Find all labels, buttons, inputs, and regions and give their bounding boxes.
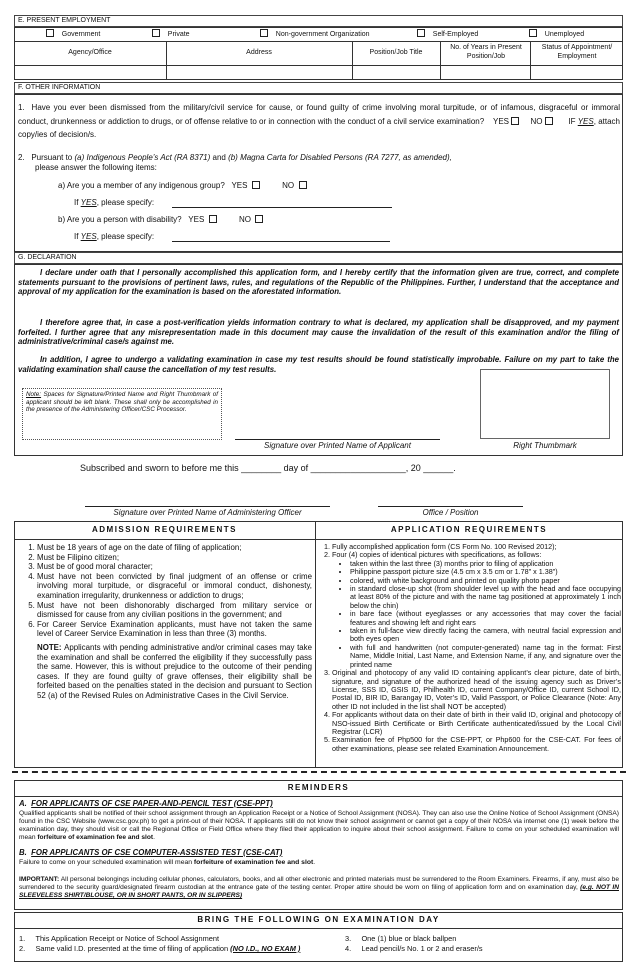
application-item: 4. For applicants without data on their date of birth in their valid ID, original and photocopy of NSO-issued Birth Certificate or Birth Certificate authenticated/issued by the Local Civil Registrar (LCR)	[332, 711, 621, 736]
admission-item: 3. Must be of good moral character;	[37, 562, 312, 572]
picture-spec: • in bare face (without eyeglasses or any accessories that may cover the facial features and showing left and right ears	[350, 610, 621, 627]
admission-item: 5. Must have not been dishonorably discharged from military service or dismissed for cause from any civilian positions in the government; and	[37, 601, 312, 620]
question-2-line2: please answer the following items:	[35, 163, 157, 172]
q2a-no-checkbox[interactable]	[299, 181, 307, 189]
admission-item: 4. Must have not been convicted by final judgment of an offense or crime involving moral turpitude, or disgraceful or immoral conduct, dishonesty, examination irregularity, drunkenness or addiction to drugs;	[37, 572, 312, 601]
sworn-statement: Subscribed and sworn to before me this ________ day of ___________________, 20 ______.	[80, 463, 456, 473]
q2a-yes-checkbox[interactable]	[252, 181, 260, 189]
picture-spec: • Philippine passport picture size (4.5 cm x 3.5 cm or 1.78" x 1.38")	[350, 568, 621, 576]
option-government[interactable]: Government	[46, 29, 100, 38]
application-title: APPLICATION REQUIREMENTS	[390, 525, 548, 534]
q1-no-checkbox[interactable]	[545, 117, 553, 125]
thumbmark-label: Right Thumbmark	[513, 441, 577, 450]
q2a-specify: If YES, please specify:	[74, 198, 155, 207]
admission-item: 2. Must be Filipino citizen;	[37, 553, 312, 563]
question-2: 2. Pursuant to (a) Indigenous People’s Act (RA 8371) and (b) Magna Carta for Disabled Persons (RA 7277, as amended),	[18, 153, 452, 162]
col-position: Position/Job Title	[369, 49, 423, 56]
question-1: 1. Have you ever been dismissed from the military/civil service for cause, or found guilty of crime involving moral turpitude, or of infamous, disgraceful or immoral conduct, drunkenness or addiction to drugs, or of offense relative to or in connection with the conduct of a civil service examination? YES NO IF YES, attach copy/ies of decision/s.	[18, 103, 620, 139]
picture-spec: • taken in full-face view directly facing the camera, with neutral facial expression and both eyes open	[350, 627, 621, 644]
option-unemployed[interactable]: Unemployed	[529, 29, 584, 38]
application-item: 2. Four (4) copies of identical pictures with specifications, as follows: • taken within the last three (3) months prior to filing of application • Philippine passport picture size (4.5 cm x 3.5 cm or 1.78" x 1.38") • colored, with white background and printed on quality photo paper • in standard close-up shot (from shoulder level up with the head and face occupying at least 80% of the picture and with the name tag positioned at approximately 1 inch below the chin) • in bare face (without eyeglasses or any accessories that may cover the facial features and showing left and right ears • taken in full-face view directly facing the camera, with neutral facial expression and both eyes open • with full and handwritten (not computer-generated) name tag in the format: First Name, Middle Initial, Last Name, and Extension Name, if any, and signature over the printed name	[332, 551, 621, 669]
application-item: 3. Original and photocopy of any valid ID containing applicant’s clear picture, date of birth, signature, and signature of the authorized head of the issuing agency such as Driver’s License, SSS ID, GSIS ID, Philhealth ID, current Company/Office ID, current School ID, Postal ID, BIR ID, Barangay ID, Voter’s ID, Valid Passport, or Police Clearance (Note: Any other ID not included in the list shall NOT be accepted)	[332, 669, 621, 711]
employment-type-row	[14, 27, 623, 42]
reminder-a-heading: A. FOR APPLICANTS OF CSE PAPER-AND-PENCIL TEST (CSE-PPT)	[19, 799, 273, 808]
col-address: Address	[246, 49, 272, 56]
q2b-yes-checkbox[interactable]	[209, 215, 217, 223]
reminders-title: REMINDERS	[287, 783, 350, 792]
admission-item: 6. For Career Service Examination applicants, must have not taken the same level of Career Service Examination in less than three (3) months.	[37, 620, 312, 639]
admission-note: NOTE: Applicants with pending administrative and/or criminal cases may take the examination and shall be conferred the eligibility if they successfully pass the same. However, this is without prejudice to the outcome of their pending cases. If they are found guilty of grave offenses, their eligibility shall be forfeited based on the penalties stated in the decision and pursuant to Section 52 (a) of the Revised Rules on Administrative Cases in the Civil Service.	[37, 642, 312, 700]
office-position-label: Office / Position	[422, 508, 479, 517]
q1-yes-checkbox[interactable]	[511, 117, 519, 125]
bring-item: 4. Lead pencil/s No. 1 or 2 and eraser/s	[345, 944, 483, 953]
bring-item: 3. One (1) blue or black ballpen	[345, 934, 457, 943]
applicant-signature-line[interactable]	[235, 439, 440, 440]
q2b-specify-field[interactable]	[172, 241, 390, 242]
question-2a: a) Are you a member of any indigenous group? YES NO	[58, 181, 307, 190]
col-status: Status of Appointment/ Employment	[541, 44, 613, 60]
option-private[interactable]: Private	[152, 29, 190, 38]
reminder-a-text: Qualified applicants shall be notified of their school assignment through an Application Receipt or a Notice of School Assignment (NOSA). They can also use the Online Notice of School Assignment (ONSA) found in the CSC Website (www.csc.gov.ph) to get a print-out of their NOSA. If applicants still do not know their school assignment or cannot get a copy of their NOSA via internet one (1) week before the examination day, they should visit or call the Regional Office or Field Office where they filed their application to inquire about their school assignment. Failure to come on your scheduled examination will mean forfeiture of examination fee and slot.	[19, 810, 619, 841]
applicant-signature-label: Signature over Printed Name of Applicant	[264, 441, 411, 450]
bring-list-right	[345, 934, 483, 954]
col-divider	[166, 65, 167, 80]
application-item: 1. Fully accomplished application form (CS Form No. 100 Revised 2012);	[332, 543, 621, 551]
col-divider	[440, 65, 441, 80]
picture-spec: • colored, with white background and printed on quality photo paper	[350, 577, 621, 585]
officer-signature-line[interactable]	[85, 506, 330, 507]
col-years: No. of Years in Present Position/Job	[450, 44, 522, 60]
checkbox-icon[interactable]	[152, 29, 160, 37]
bring-list-left	[19, 934, 300, 954]
bring-title: BRING THE FOLLOWING ON EXAMINATION DAY	[197, 915, 440, 924]
checkbox-icon[interactable]	[417, 29, 425, 37]
admission-list	[18, 543, 312, 701]
section-g-header: G. DECLARATION	[14, 252, 623, 264]
declaration-p3: In addition, I agree to undergo a validating examination in case my test results should be found statistically improbable. Failure on my part to take the validating examination shall cause the cancellation of my test results.	[18, 355, 619, 374]
checkbox-icon[interactable]	[260, 29, 268, 37]
section-e-header: E. PRESENT EMPLOYMENT	[14, 15, 623, 27]
q2b-specify: If YES, please specify:	[74, 232, 155, 241]
cut-line	[12, 771, 626, 773]
option-ngo[interactable]: Non-government Organization	[260, 29, 370, 38]
checkbox-icon[interactable]	[46, 29, 54, 37]
admission-title: ADMISSION REQUIREMENTS	[91, 525, 237, 534]
application-item: 5. Examination fee of Php500 for the CSE-PPT, or Php600 for the CSE-CAT. For fees of other examinations, please see related Examination Announcement.	[332, 736, 621, 753]
requirements-divider	[315, 521, 316, 768]
employment-columns-row	[14, 41, 623, 66]
thumbmark-box[interactable]	[480, 369, 610, 439]
q2a-specify-field[interactable]	[172, 207, 392, 208]
signature-note: Note: Spaces for Signature/Printed Name and Right Thumbmark of applicant should be left blank. These shall only be accomplished in the presence of the Administering Officer/CSC Processor.	[22, 388, 222, 440]
office-position-line[interactable]	[378, 506, 523, 507]
checkbox-icon[interactable]	[529, 29, 537, 37]
application-list	[318, 543, 621, 753]
question-2b: b) Are you a person with disability? YES NO	[58, 215, 263, 224]
reminder-b-text: Failure to come on your scheduled examination will mean forfeiture of examination fee and slot.	[19, 859, 316, 866]
picture-spec: • taken within the last three (3) months prior to filing of application	[350, 560, 621, 568]
col-divider	[352, 65, 353, 80]
picture-spec: • with full and handwritten (not computer-generated) name tag in the format: First Name, Middle Initial, Last Name, and Extension Name, if any, and signature over the printed name	[350, 644, 621, 669]
reminder-b-heading: B. FOR APPLICANTS OF CSE COMPUTER-ASSISTED TEST (CSE-CAT)	[19, 848, 283, 857]
bring-item: 2. Same valid I.D. presented at the time of filing of application (NO I.D., NO EXAM )	[19, 944, 301, 953]
col-divider	[530, 65, 531, 80]
admission-item: 1. Must be 18 years of age on the date of filing of application;	[37, 543, 312, 553]
col-agency: Agency/Office	[68, 49, 112, 56]
declaration-p2: I therefore agree that, in case a post-verification yields information contrary to what is declared, my application shall be disapproved, and my payment forfeited. I further agree that any misrepresentation made in this document may cause the invalidation of the result of this examination and/or the filing of administrative/criminal case/s against me.	[18, 318, 619, 347]
important-notice: IMPORTANT: All personal belongings including cellular phones, calculators, books, and all other electronic and printed materials must be surrendered to the Room Examiners. Firearms, if any, must also be surrendered to the security guard/designated firearm custodian at the entrance gate of the testing center. Proper attire should be worn on filing of application form and on examination day, (e.g. NOT IN SLEEVELESS SHIRT/BLOUSE, OR IN SHORT PANTS, OR IN SLIPPERS)	[19, 876, 619, 899]
bring-item: 1. This Application Receipt or Notice of School Assignment	[19, 934, 220, 943]
declaration-p1: I declare under oath that I personally accomplished this application form, and I hereby certify that the information given are true, correct, and complete statements pursuant to the provisions of pertinent laws, rules, and regulations of the Republic of the Philippines. Further, I understand that the acceptance and approval of my application for the examination is based on the aforestated information.	[18, 268, 619, 297]
section-f-header: F. OTHER INFORMATION	[14, 82, 623, 94]
option-self-employed[interactable]: Self-Employed	[417, 29, 478, 38]
picture-spec: • in standard close-up shot (from shoulder level up with the head and face occupying at least 80% of the picture and with the name tag positioned at approximately 1 inch below the chin)	[350, 585, 621, 610]
q2b-no-checkbox[interactable]	[255, 215, 263, 223]
officer-signature-label: Signature over Printed Name of Administering Officer	[113, 508, 302, 517]
